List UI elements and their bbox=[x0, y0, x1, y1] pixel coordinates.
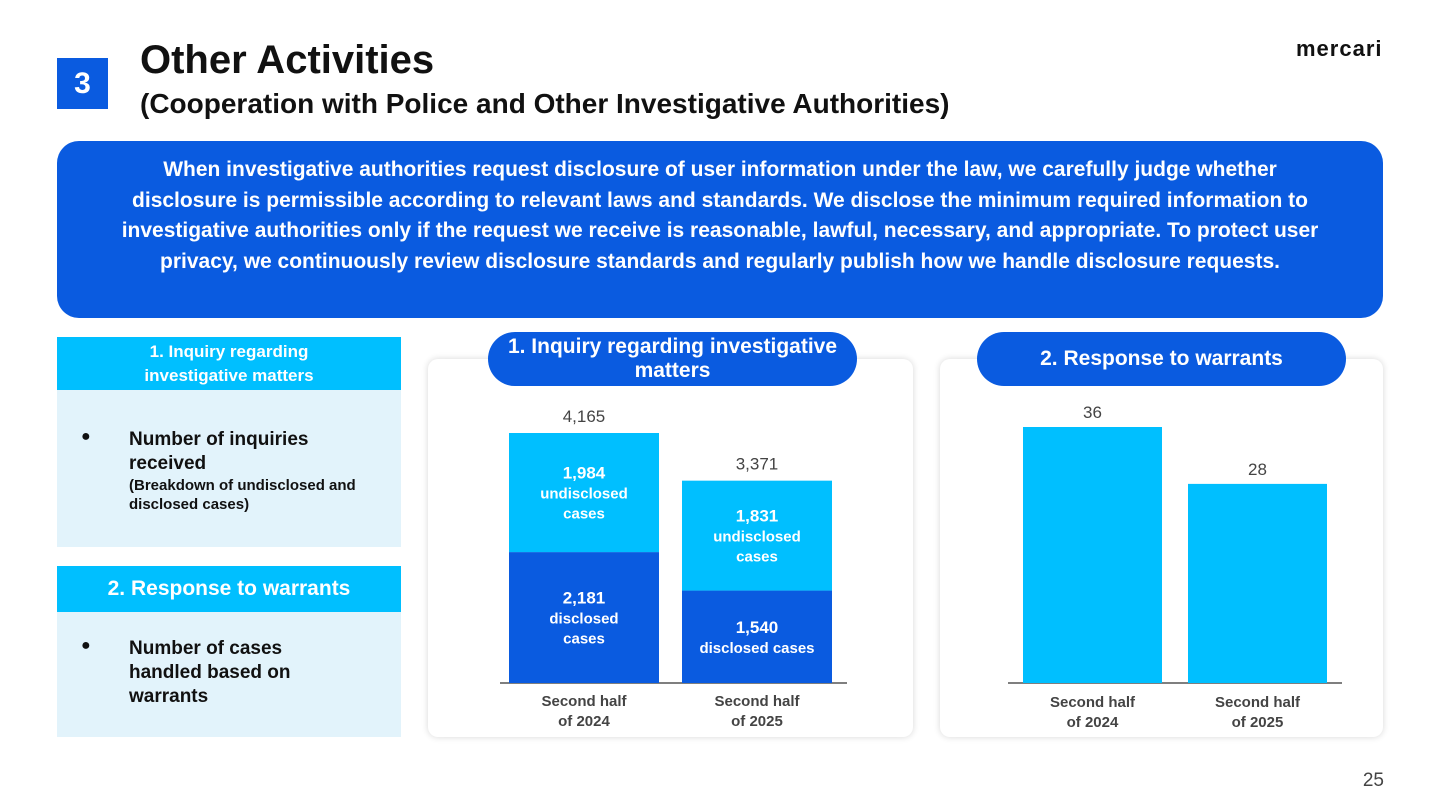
x-tick-label: of 2025 bbox=[731, 713, 783, 730]
bar-total-label: 3,371 bbox=[735, 454, 779, 474]
x-tick-label: of 2024 bbox=[1066, 714, 1119, 731]
section-number-badge: 3 bbox=[57, 58, 108, 109]
x-tick-label: of 2025 bbox=[1231, 714, 1284, 731]
bar-segment-label: disclosed cases bbox=[699, 639, 815, 657]
page-title: Other Activities bbox=[140, 38, 435, 82]
bullet-icon: ● bbox=[81, 428, 91, 445]
bar-segment-label: 2,181 bbox=[562, 588, 606, 608]
warrant-info-box bbox=[57, 566, 401, 737]
mercari-logo: mercari bbox=[1296, 36, 1383, 61]
inquiry-info-heading: 1. Inquiry regarding investigative matters bbox=[57, 337, 401, 390]
inquiry-bullet-text: Number of inquiries received bbox=[129, 429, 309, 474]
bar-value-label: 28 bbox=[1248, 459, 1267, 479]
bullet-icon: ● bbox=[81, 637, 91, 654]
warrant-info-heading: 2. Response to warrants bbox=[57, 566, 401, 612]
inquiry-bullet-subtext: (Breakdown of undisclosed and disclosed cases) bbox=[129, 477, 356, 513]
page-subtitle: (Cooperation with Police and Other Investigative Authorities) bbox=[140, 88, 950, 119]
bar-segment-label: undisclosed bbox=[713, 528, 801, 546]
policy-banner-text: When investigative authorities request disclosure of user information under the law, we carefully judge whether disclosure is permissible according to relevant laws and standards. We disclose the minimum required information to investigative authorities only if the request we receive is reasonable, lawful, necessary, and appropriate. To protect user privacy, we continuously review disclosure standards and regularly publish how we handle disclosure requests. bbox=[121, 158, 1319, 273]
inquiry-info-body bbox=[57, 390, 401, 547]
page-number: 25 bbox=[1362, 770, 1384, 791]
bar-segment-label: undisclosed bbox=[540, 485, 628, 503]
warrant-bullet-text: Number of cases handled based on warrants bbox=[129, 638, 291, 707]
bar-segment-label: cases bbox=[563, 505, 605, 523]
x-tick-label: Second half bbox=[1049, 694, 1136, 711]
inquiry-info-box bbox=[57, 337, 401, 547]
inquiry-chart-title: 1. Inquiry regarding investigative matters bbox=[488, 332, 857, 386]
bar-segment-label: cases bbox=[563, 630, 605, 648]
policy-banner bbox=[57, 141, 1383, 318]
bar-segment-label: cases bbox=[736, 548, 778, 566]
inquiry-chart-card bbox=[428, 359, 913, 737]
warrant-chart-title: 2. Response to warrants bbox=[977, 332, 1346, 386]
warrant-chart-card bbox=[940, 359, 1383, 737]
inquiry-stacked-bar-chart bbox=[428, 359, 913, 737]
x-tick-label: Second half bbox=[541, 693, 627, 710]
bar-total-label: 4,165 bbox=[562, 407, 606, 426]
bar-segment-label: 1,540 bbox=[735, 617, 779, 637]
x-tick-label: Second half bbox=[714, 693, 800, 710]
warrant-bar-chart bbox=[940, 359, 1383, 737]
bar-value-label: 36 bbox=[1083, 403, 1102, 422]
bar bbox=[1188, 484, 1327, 683]
bar bbox=[1023, 427, 1162, 683]
bar-segment-label: disclosed bbox=[549, 610, 619, 628]
x-tick-label: Second half bbox=[1214, 694, 1301, 711]
bar-segment-label: 1,831 bbox=[735, 506, 779, 526]
x-tick-label: of 2024 bbox=[558, 713, 610, 730]
bar-segment-label: 1,984 bbox=[562, 463, 606, 483]
warrant-info-body bbox=[57, 612, 401, 737]
